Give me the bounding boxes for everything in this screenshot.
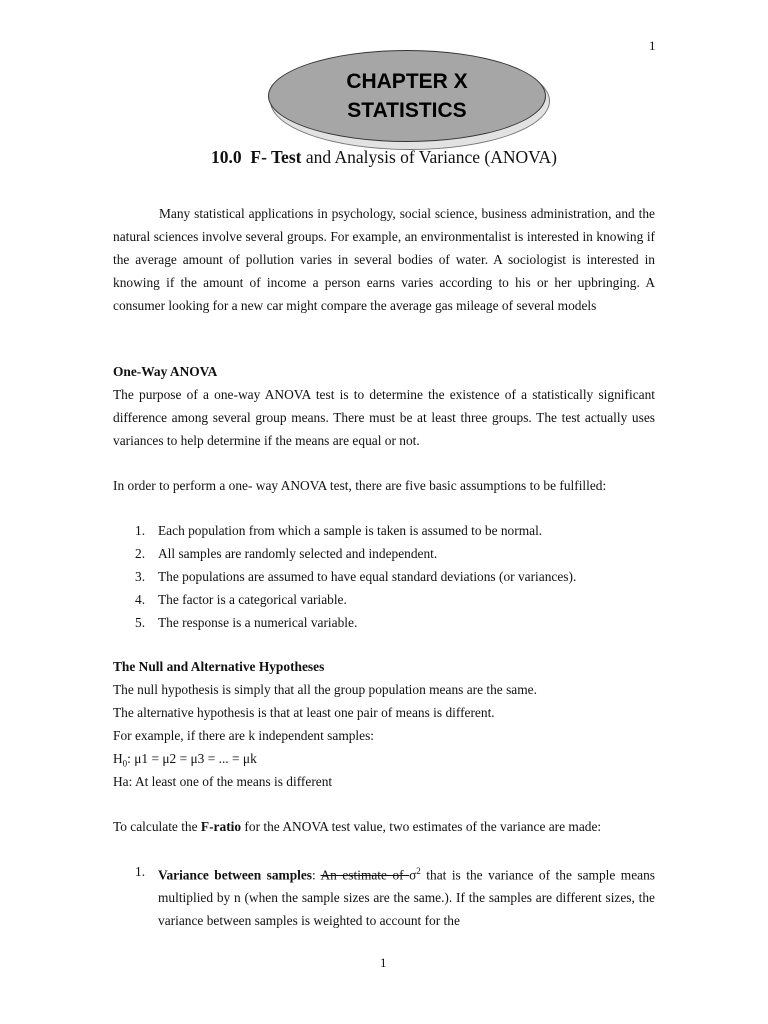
null-hypothesis: $H_0$: μ1 = μ2 = μ3 = ... = μk [113, 751, 257, 769]
page-number-bottom: 1 [380, 955, 387, 970]
fratio-sentence: To calculate the F-ratio for the ANOVA test value, two estimates of the variance are made: [113, 819, 602, 834]
list-item: 5. The response is a numerical variable. [135, 615, 358, 630]
variance-text: Variance between samples: An estimate of $\sigma^2$ that is the variance of the sample means multiplied by n (when the sample sizes are the same.). If the samples are different sizes, the variance between samples is weighted to account for the [158, 866, 655, 929]
fratio-term: F-ratio [200, 819, 242, 834]
chapter-badge [268, 50, 552, 150]
hypotheses-title: The Null and Alternative Hypotheses [113, 659, 325, 674]
hypotheses-line: For example, if there are k independent samples: [113, 728, 375, 743]
oneway-title: One-Way ANOVA [113, 364, 218, 379]
page-number-top: 1 [649, 38, 656, 53]
list-item: 2. All samples are randomly selected and independent. [135, 546, 438, 561]
hypotheses-line: The alternative hypothesis is that at least one pair of means is different. [113, 705, 495, 720]
chapter-subtitle: STATISTICS [347, 99, 467, 122]
variance-list-item [135, 860, 655, 932]
intro-paragraph [113, 202, 655, 317]
chapter-title: CHAPTER X [346, 70, 468, 93]
assumptions-intro: In order to perform a one- way ANOVA test, there are five basic assumptions to be fulfilled: [113, 478, 607, 493]
section-heading-rest: and Analysis of Variance (ANOVA) [301, 147, 557, 167]
list-number: 1. [135, 864, 146, 879]
chapter-badge-oval [268, 50, 546, 142]
section-heading [0, 147, 768, 168]
intro-text: Many statistical applications in psychology, social science, business administration, and the natural sciences involve several groups. For example, an environmentalist is interested in knowing if the average amount of pollution varies in several bodies of water. A sociologist is interested in knowing if the amount of income a person earns varies according to his or her upbringing. A consumer looking for a new car might compare the average gas mileage of several models [113, 206, 655, 313]
list-item: 4. The factor is a categorical variable. [135, 592, 347, 607]
list-item: 3. The populations are assumed to have equal standard deviations (or variances). [135, 569, 577, 584]
assumptions-list [135, 519, 655, 634]
section-number: 10.0 [211, 147, 242, 167]
list-item: 1. Each population from which a sample is taken is assumed to be normal. [135, 523, 543, 538]
alt-hypothesis: Ha: At least one of the means is different [113, 774, 333, 789]
oneway-paragraph: The purpose of a one-way ANOVA test is to determine the existence of a statistically significant difference among several group means. There must be at least three groups. The test actually uses variances to help determine if the means are equal or not. [113, 387, 655, 448]
hypotheses-line: The null hypothesis is simply that all the group population means are the same. [113, 682, 537, 697]
section-heading-bold: F- Test [250, 147, 302, 167]
